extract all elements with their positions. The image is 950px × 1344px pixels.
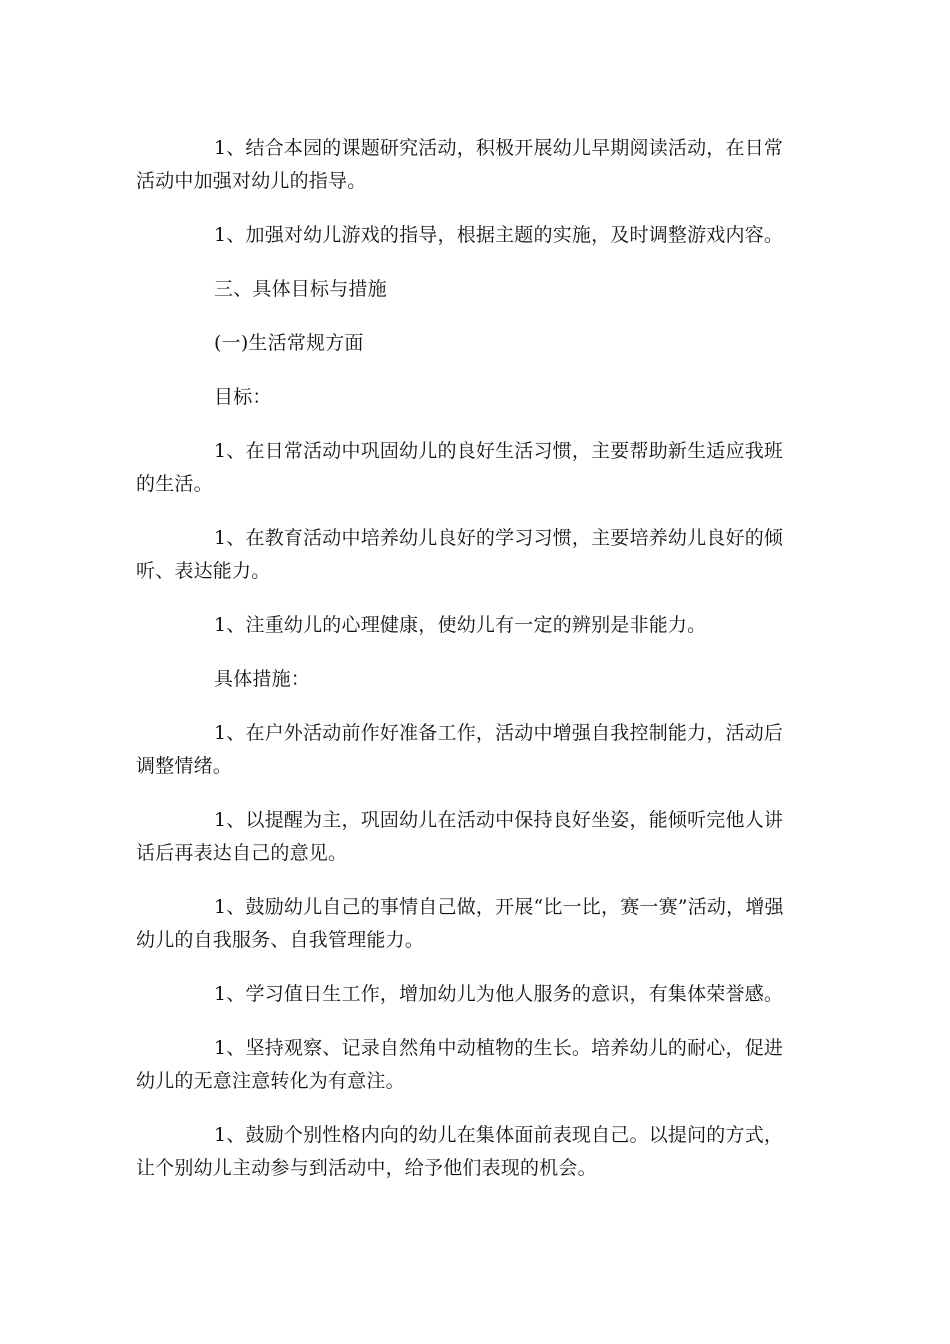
measure-item-6: 1、鼓励个别性格内向的幼儿在集体面前表现自己。以提问的方式，让个别幼儿主动参与到活动中，给予他们表现的机会。 (136, 1124, 784, 1179)
measure-item-1: 1、在户外活动前作好准备工作，活动中增强自我控制能力，活动后调整情绪。 (136, 722, 784, 777)
document-body (136, 132, 798, 1185)
measure-item-3: 1、鼓励幼儿自己的事情自己做，开展“比一比，赛一赛”活动，增强幼儿的自我服务、自我管理能力。 (136, 896, 784, 951)
paragraph-1: 1、结合本园的课题研究活动，积极开展幼儿早期阅读活动，在日常活动中加强对幼儿的指导。 (136, 137, 784, 192)
measure-item-4: 1、学习值日生工作，增加幼儿为他人服务的意识，有集体荣誉感。 (214, 983, 784, 1005)
goal-item-2: 1、在教育活动中培养幼儿良好的学习习惯，主要培养幼儿良好的倾听、表达能力。 (136, 527, 784, 582)
paragraph-2: 1、加强对幼儿游戏的指导，根据主题的实施，及时调整游戏内容。 (214, 224, 784, 246)
goal-item-3: 1、注重幼儿的心理健康，使幼儿有一定的辨别是非能力。 (214, 614, 707, 636)
goals-label: 目标： (214, 386, 272, 408)
measure-item-2: 1、以提醒为主，巩固幼儿在活动中保持良好坐姿，能倾听完他人讲话后再表达自己的意见。 (136, 809, 784, 864)
goal-item-1: 1、在日常活动中巩固幼儿的良好生活习惯，主要帮助新生适应我班的生活。 (136, 440, 784, 495)
subsection-heading: (一)生活常规方面 (214, 332, 364, 354)
measures-label: 具体措施： (214, 668, 311, 690)
measure-item-5: 1、坚持观察、记录自然角中动植物的生长。培养幼儿的耐心，促进幼儿的无意注意转化为有意注。 (136, 1037, 784, 1092)
section-heading: 三、具体目标与措施 (214, 278, 387, 300)
